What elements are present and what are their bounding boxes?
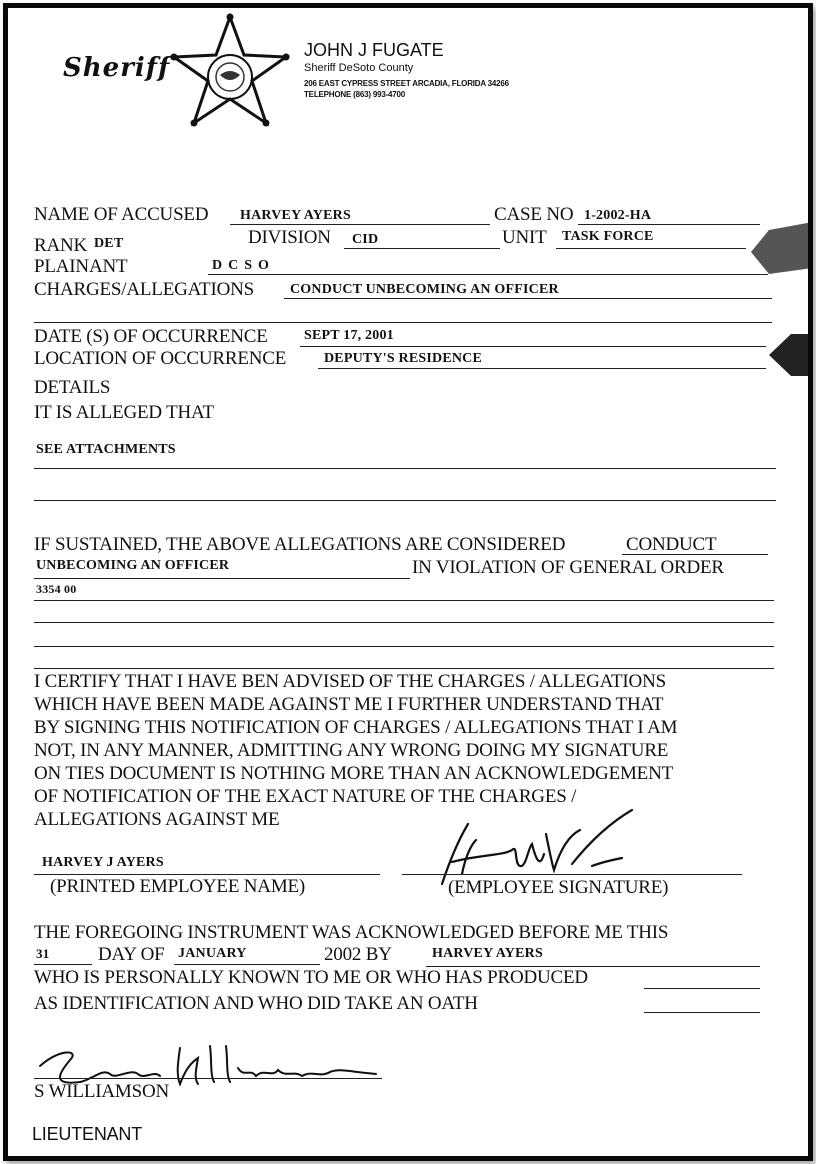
witness-printed-name: S WILLIAMSON [34,1081,169,1102]
identification-oath-text: AS IDENTIFICATION AND WHO DID TAKE AN OATH [34,993,478,1014]
plainant-label: PLAINANT [34,256,128,277]
document-page [3,3,813,1161]
sustained-conduct-value: CONDUCT [626,534,717,555]
charges-allegations-label: CHARGES/ALLEGATIONS [34,279,254,300]
division-label: DIVISION [248,227,331,248]
certification-line-3: BY SIGNING THIS NOTIFICATION OF CHARGES / ALLEGATIONS THAT I AM [34,717,678,738]
employee-signature-label: (EMPLOYEE SIGNATURE) [448,877,669,898]
sheriff-star-badge-icon [168,13,292,133]
general-order-value: 3354 00 [36,582,77,596]
sustained-violation-value: UNBECOMING AN OFFICER [36,558,230,573]
certification-line-4: NOT, IN ANY MANNER, ADMITTING ANY WRONG DOING MY SIGNATURE [34,740,669,761]
date-of-occurrence-value: SEPT 17, 2001 [304,328,394,343]
details-label: DETAILS [34,377,111,398]
printed-employee-name-label: (PRINTED EMPLOYEE NAME) [50,876,306,897]
division-value: CID [352,232,379,247]
sheriff-wordmark: Sheriff [63,53,171,83]
notary-person-value: HARVEY AYERS [432,946,543,961]
sheriff-county: Sheriff DeSoto County [304,62,414,74]
rank-value: DET [94,236,124,251]
if-sustained-text: IF SUSTAINED, THE ABOVE ALLEGATIONS ARE CONSIDERED [34,534,566,555]
details-value: SEE ATTACHMENTS [36,442,176,457]
sheriff-name: JOHN J FUGATE [304,40,444,60]
index-tab-marker-icon [769,334,813,376]
certification-line-5: ON TIES DOCUMENT IS NOTHING MORE THAN AN ACKNOWLEDGEMENT [34,763,674,784]
unit-value: TASK FORCE [562,229,654,244]
certification-line-6: OF NOTIFICATION OF THE EXACT NATURE OF THE CHARGES / [34,786,577,807]
printed-employee-name-value: HARVEY J AYERS [42,855,164,870]
year-by-label: 2002 BY [324,944,392,965]
certification-line-7: ALLEGATIONS AGAINST ME [34,809,280,830]
certification-line-2: WHICH HAVE BEEN MADE AGAINST ME I FURTHER UNDERSTAND THAT [34,694,664,715]
witness-title: LIEUTENANT [32,1124,143,1144]
notary-day-value: 31 [36,946,50,961]
name-of-accused-value: HARVEY AYERS [240,208,351,223]
personally-known-text: WHO IS PERSONALLY KNOWN TO ME OR WHO HAS PRODUCED [34,967,588,988]
date-of-occurrence-label: DATE (S) OF OCCURRENCE [34,326,268,347]
charges-allegations-value: CONDUCT UNBECOMING AN OFFICER [290,282,559,297]
sheriff-telephone: TELEPHONE (863) 993-4700 [304,90,406,99]
notary-month-value: JANUARY [178,946,247,961]
certification-line-1: I CERTIFY THAT I HAVE BEN ADVISED OF THE CHARGES / ALLEGATIONS [34,671,666,692]
foregoing-instrument-text: THE FOREGOING INSTRUMENT WAS ACKNOWLEDGED BEFORE ME THIS [34,922,669,943]
location-of-occurrence-value: DEPUTY'S RESIDENCE [324,351,483,366]
alleged-label: IT IS ALLEGED THAT [34,402,214,423]
name-of-accused-label: NAME OF ACCUSED [34,204,209,225]
location-of-occurrence-label: LOCATION OF OCCURRENCE [34,348,287,369]
case-no-label: CASE NO [494,204,574,225]
sheriff-address: 206 EAST CYPRESS STREET ARCADIA, FLORIDA 34266 [304,79,509,88]
rank-label: RANK [34,235,88,256]
plainant-value: DCSO [212,258,275,273]
index-tab-marker-icon [751,222,813,274]
case-no-value: 1-2002-HA [584,208,652,223]
violation-of-general-order-text: IN VIOLATION OF GENERAL ORDER [412,557,724,578]
day-of-label: DAY OF [98,944,165,965]
unit-label: UNIT [502,227,547,248]
